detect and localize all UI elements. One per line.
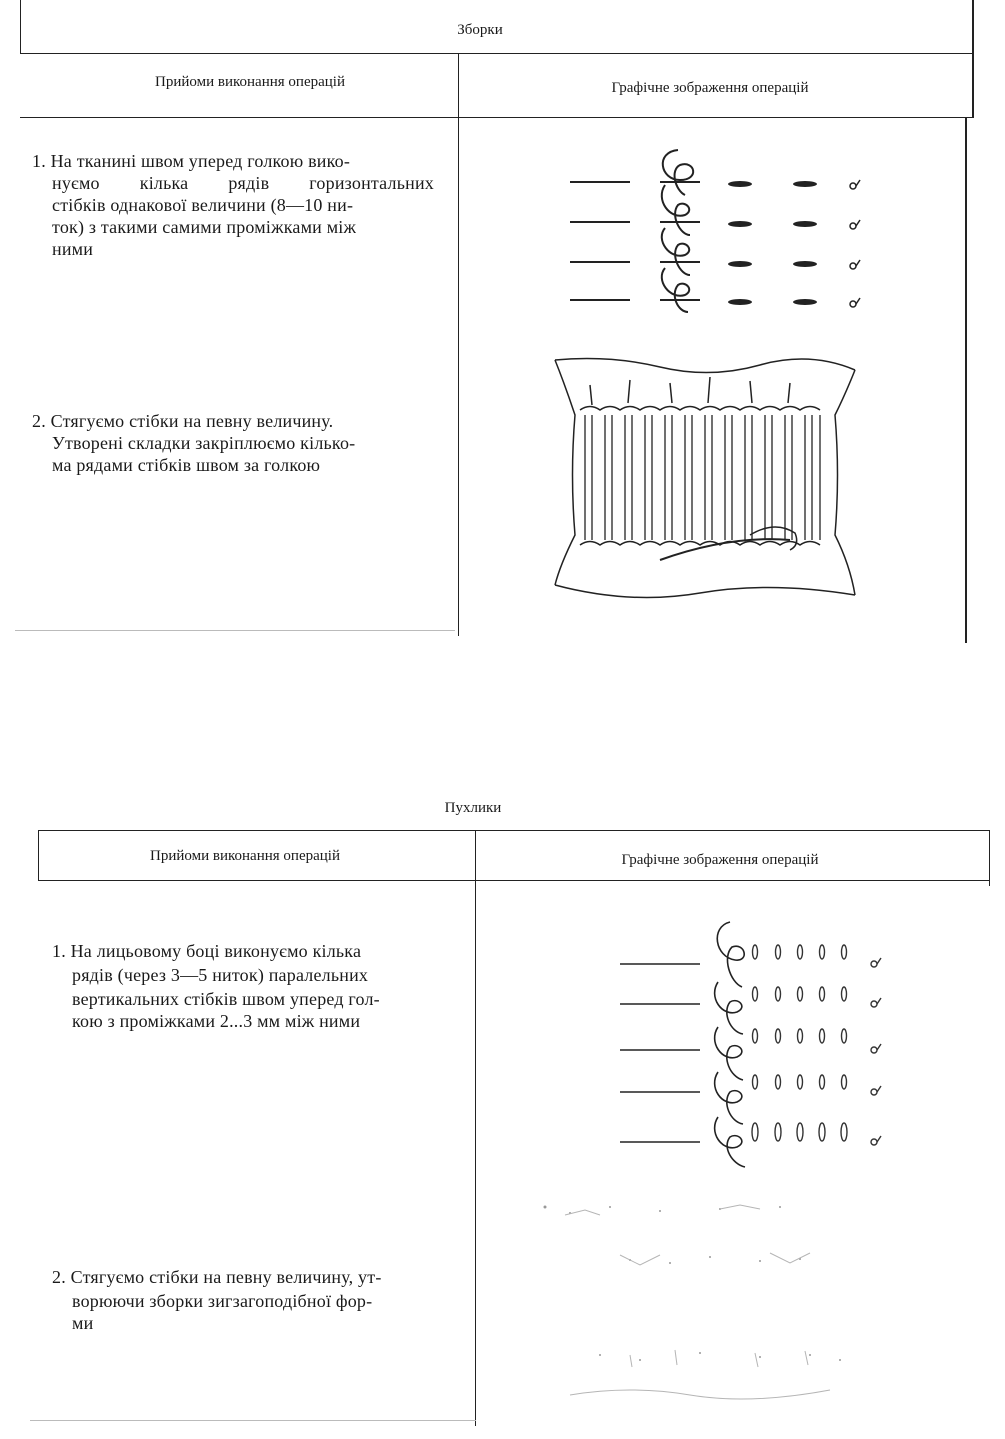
section1-left-header: Прийоми виконання операцій (155, 74, 345, 90)
table1-bottom-edge (15, 630, 455, 631)
table2-right-border (989, 830, 990, 886)
table1-header-divider (20, 117, 974, 118)
text-line: рядів (через 3—5 ниток) паралельних (72, 965, 369, 985)
text-line: 2. Стягуємо стібки на певну величину. (32, 411, 334, 431)
text-line: вертикальних стібків швом уперед гол- (72, 989, 380, 1009)
running-stitch-rows-illustration (560, 140, 880, 320)
section2-left-header: Прийоми виконання операцій (150, 848, 340, 864)
table1-title-divider (20, 53, 974, 54)
table1-column-divider (458, 54, 459, 636)
zigzag-gathers-illustration (540, 1195, 880, 1415)
text-line: нуємо кілька рядів горизонтальних (52, 173, 434, 193)
text-line: стібків однакової величини (8—10 ни- (52, 195, 354, 215)
table2-left-border (38, 830, 39, 880)
vertical-stitch-rows-illustration (610, 912, 900, 1172)
section2-right-header: Графічне зображення операцій (621, 852, 819, 868)
text-line: ними (52, 239, 94, 259)
text-line: кою з проміжками 2...3 мм між ними (72, 1011, 361, 1031)
gathered-fabric-illustration (550, 355, 860, 605)
table2-bottom-edge (30, 1420, 476, 1421)
table1-right-border (972, 0, 974, 118)
section1-right-header: Графічне зображення операцій (611, 80, 809, 96)
table1-left-border (20, 0, 21, 53)
text-line: ток) з такими самими проміжками між (52, 217, 357, 237)
text-line: Утворені складки закріплюємо кілько- (52, 433, 356, 453)
table2-top-border (38, 830, 990, 831)
section2-title: Пухлики (444, 800, 502, 816)
text-line: 1. На лицьовому боці виконуємо кілька (52, 941, 362, 961)
table1-right-border-lower (965, 118, 967, 643)
section1-title: Зборки (457, 22, 503, 38)
text-line: 1. На тканині швом уперед голкою вико- (32, 151, 351, 171)
text-line: ми (72, 1313, 94, 1333)
text-line: ма рядами стібків швом за голкою (52, 455, 321, 475)
text-line: 2. Стягуємо стібки на певну величину, ут- (52, 1267, 382, 1287)
text-line: ворюючи зборки зигзагоподібної фор- (72, 1291, 373, 1311)
table2-column-divider (475, 831, 476, 1426)
table2-header-divider (38, 880, 990, 881)
